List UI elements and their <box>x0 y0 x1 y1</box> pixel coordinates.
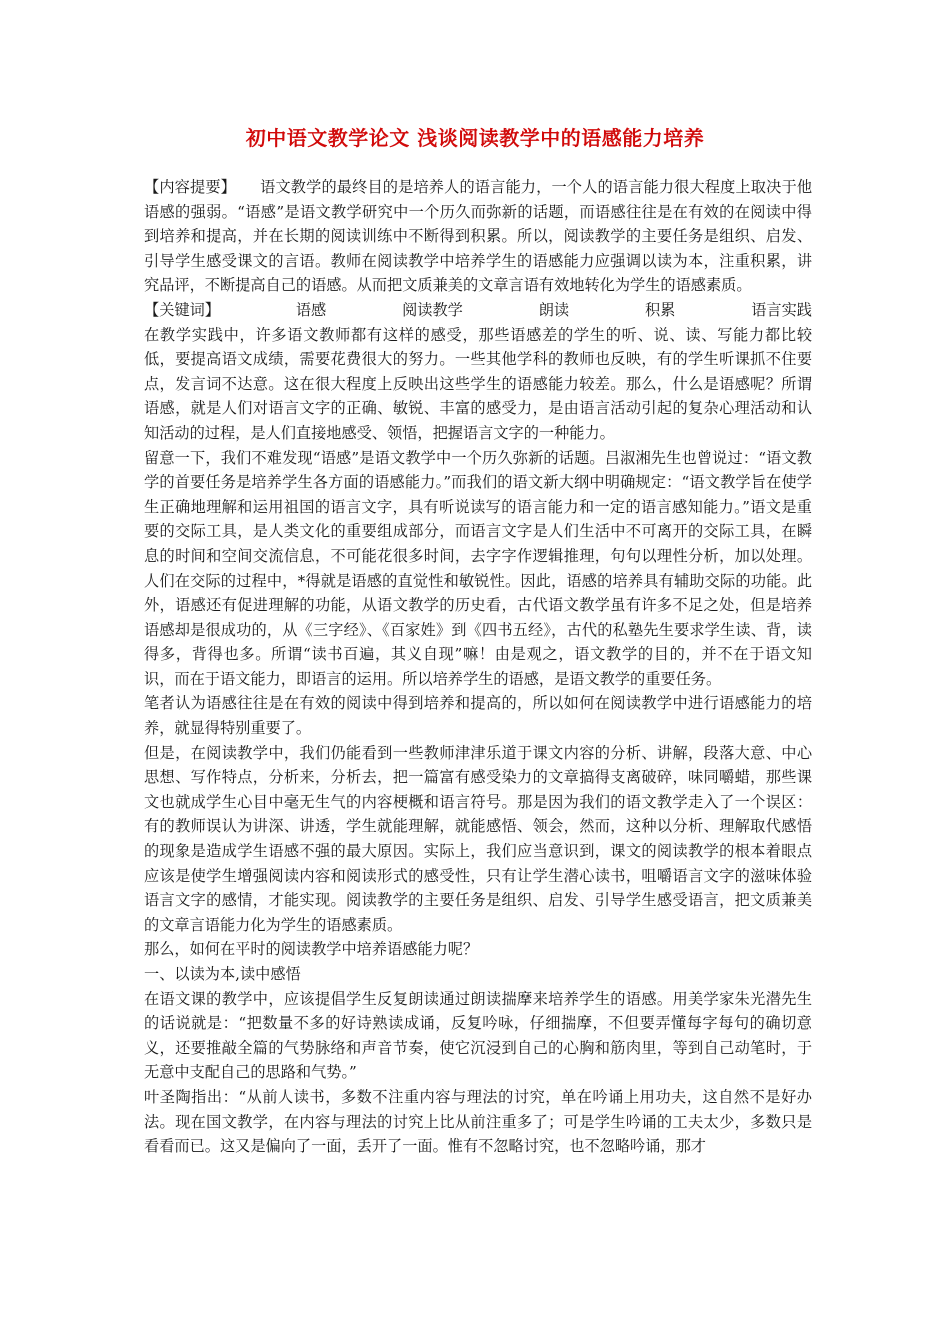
body-paragraph: 留意一下，我们不难发现“语感”是语文教学中一个历久弥新的话题。吕淑湘先生也曾说过：“语文教学的首要任务是培养学生各方面的语感能力。”而我们的语文新大纲中明确规定：“语文教学旨在使学生正确地理解和运用祖国的语言文字，具有听说读写的语言能力和一定的语言感知能力。”语文是重要的交际工具，是人类文化的重要组成部分，而语言文字是人们生活中不可离开的交际工具，在瞬息的时间和空间交流信息，不可能花很多时间，去字字作逻辑推理，句句以理性分析，加以处理。人们在交际的过程中，*得就是语感的直觉性和敏锐性。因此，语感的培养具有辅助交际的功能。此外，语感还有促进理解的功能，从语文教学的历史看，古代语文教学虽有许多不足之处，但是培养语感却是很成功的，从《三字经》、《百家姓》到《四书五经》，古代的私塾先生要求学生读、背，读得多，背得也多。所谓“读书百遍，其义自现”嘛！由是观之，语文教学的目的，并不在于语文知识，而在于语文能力，即语言的运用。所以培养学生的语感，是语文教学的重要任务。 <box>144 448 812 688</box>
keyword: 语言实践 <box>751 300 812 319</box>
body-paragraph: 叶圣陶指出：“从前人读书，多数不注重内容与理法的讨究，单在吟诵上用功夫，这自然不是好办法。现在国文教学，在内容与理法的讨究上比从前注重多了；可是学生吟诵的工夫太少，多数只是看看而已。这又是偏向了一面，丢开了一面。惟有不忽略讨究，也不忽略吟诵，那才 <box>144 1087 812 1156</box>
keyword: 语感 <box>295 300 327 319</box>
body-paragraph: 在语文课的教学中，应该提倡学生反复朗读通过朗读揣摩来培养学生的语感。用美学家朱光潜先生的话说就是：“把数量不多的好诗熟读成诵，反复吟咏，仔细揣摩，不但要弄懂每字每句的确切意义，还要推敲全篇的气势脉络和声音节奏，使它沉浸到自己的心胸和筋肉里，等到自己动笔时，于无意中支配自己的思路和气势。” <box>144 989 812 1082</box>
document-body <box>144 175 812 1159</box>
body-paragraph: 那么，如何在平时的阅读教学中培养语感能力呢？ <box>144 940 479 959</box>
document-title: 初中语文教学论文 浅谈阅读教学中的语感能力培养 <box>245 126 705 150</box>
body-paragraph: 在教学实践中，许多语文教师都有这样的感受，那些语感差的学生的听、说、读、写能力都比较低，要提高语文成绩，需要花费很大的努力。一些其他学科的教师也反映，有的学生听课抓不住要点，发言词不达意。这在很大程度上反映出这些学生的语感能力较差。那么，什么是语感呢？所谓语感，就是人们对语言文字的正确、敏锐、丰富的感受力，是由语言活动引起的复杂心理活动和认知活动的过程，是人们直接地感受、领悟，把握语言文字的一种能力。 <box>144 325 812 442</box>
keyword: 阅读教学 <box>402 300 463 319</box>
abstract-label: 【内容提要】 <box>144 178 236 196</box>
section-heading: 一、以读为本,读中感悟 <box>144 965 301 983</box>
abstract-text: 语文教学的最终目的是培养人的语言能力，一个人的语言能力很大程度上取决于他语感的强弱。“语感”是语文教学研究中一个历久而弥新的话题，而语感往往是在有效的在阅读中得到培养和提高，并在长期的阅读训练中不断得到积累。所以，阅读教学的主要任务是组织、启发、引导学生感受课文的言语。教师在阅读教学中培养学生的语感能力应强调以读为本，注重积累，讲究品评，不断提高自己的语感。从而把文质兼美的文章言语有效地转化为学生的语感素质。 <box>144 178 812 295</box>
keyword: 积累 <box>644 300 676 319</box>
keywords-label: 【关键词】 <box>144 300 220 319</box>
keyword: 朗读 <box>538 300 570 319</box>
body-paragraph: 笔者认为语感往往是在有效的阅读中得到培养和提高的，所以如何在阅读教学中进行语感能力的培养，就显得特别重要了。 <box>144 694 812 738</box>
body-paragraph: 但是，在阅读教学中，我们仍能看到一些教师津津乐道于课文内容的分析、讲解，段落大意、中心思想、写作特点，分析来，分析去，把一篇富有感受染力的文章搞得支离破碎，味同嚼蜡，那些课文也就成学生心目中毫无生气的内容梗概和语言符号。那是因为我们的语文教学走入了一个误区：有的教师误认为讲深、讲透，学生就能理解，就能感悟、领会，然而，这种以分析、理解取代感悟的现象是造成学生语感不强的最大原因。实际上，我们应当意识到，课文的阅读教学的根本着眼点应该是使学生增强阅读内容和阅读形式的感受性，只有让学生潜心读书，咀嚼语言文字的滋味体验语言文字的感情，才能实现。阅读教学的主要任务是组织、启发、引导学生感受语言，把文质兼美的文章言语能力化为学生的语感素质。 <box>144 743 812 934</box>
keywords-line <box>144 298 812 323</box>
abstract-paragraph <box>144 175 812 298</box>
